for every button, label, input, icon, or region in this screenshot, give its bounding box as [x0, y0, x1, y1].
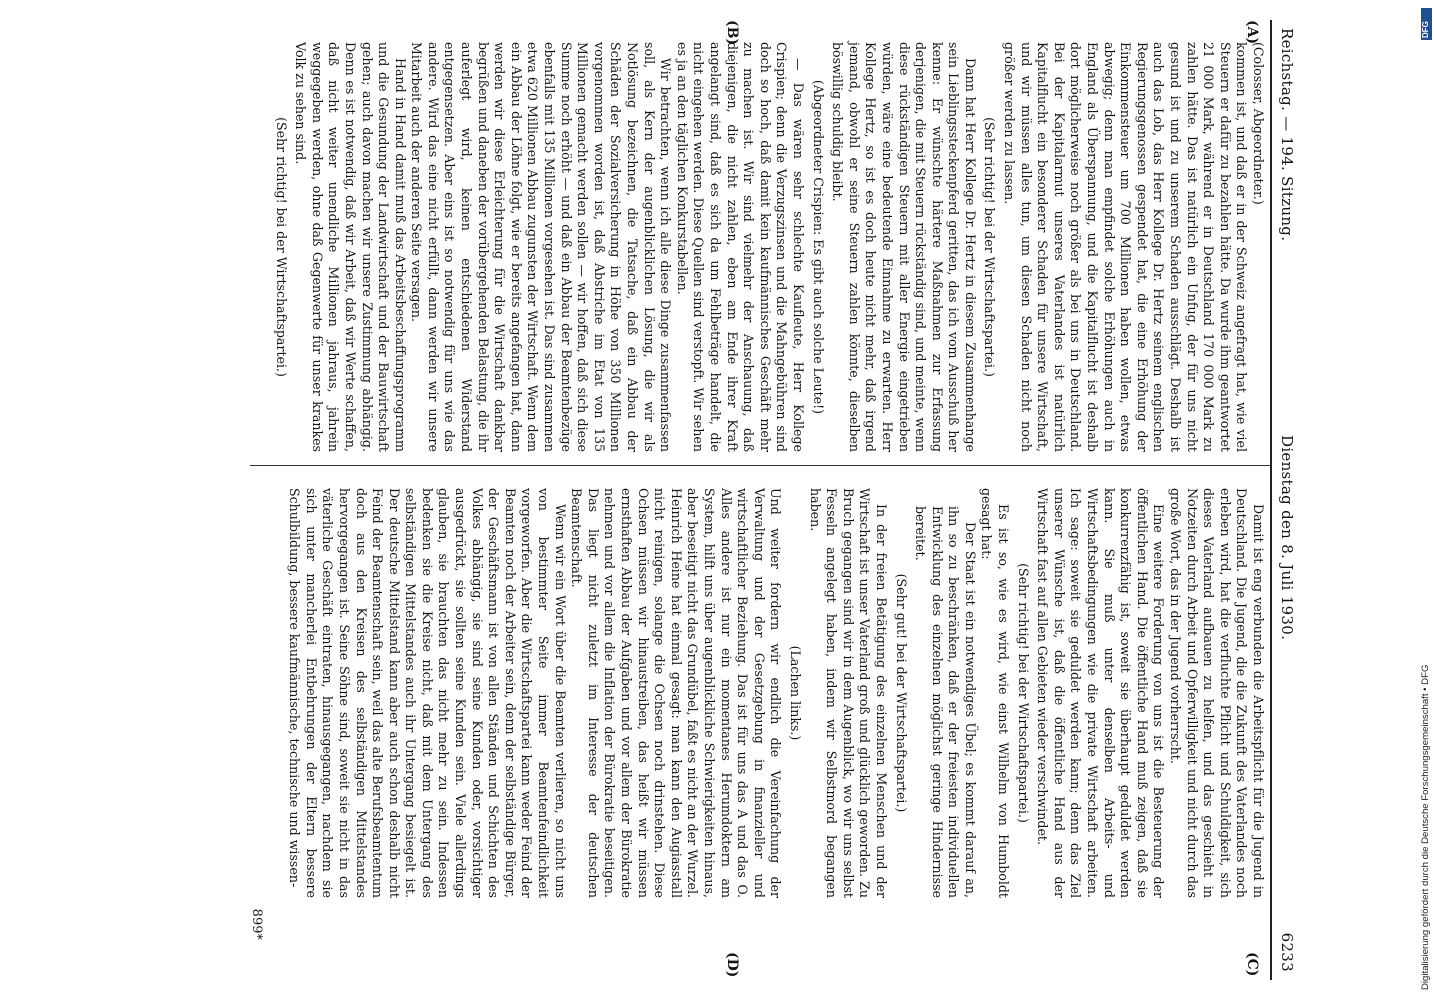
interjection: (Sehr richtig! bei der Wirtschaftspartei.) [1015, 563, 1031, 823]
paragraph: — Das wären sehr schlechte Kaufleute, Herr Kollege Crispien; denn die Verzugszinsen und die Mahngebühren sind doch so hoch, daß damit kein kaufmännisches Geschäft mehr zu machen ist. Wir sind vielmehr der Anschauung, daß diejenigen, die nicht zahlen, eben am Ende ihrer Kraft angelangt sind, daß es sich da um Fehlbeträge handelt, die nicht eingehen werden. Diese Quellen sind verstopft. Wir sehen es ja an den täglichen Konkurstabellen. [674, 42, 806, 452]
interjection: (Sehr richtig! bei der Wirtschaftspartei.) [273, 117, 289, 377]
interjection: (Sehr richtig! bei der Wirtschaftspartei.) [982, 117, 998, 377]
signature-mark: 899* [249, 908, 264, 940]
funding-note [1420, 380, 1434, 990]
paragraph: kommen ist, und daß er in der Schweiz angefragt hat, wie viel Steuern er dafür zu bezahlen hätte. Da wurde ihm geantwortet 21 000 Mark, während er in Deutschland 170 000 Mark zu zahlen hätte. Das ist natürlich ein Unfug, der für uns nicht gesund ist und zu unserem Schaden ausschlägt. Deshalb ist auch das Lob, das Herr Kollege Dr. Hertz seinem englischen Regierungsgenossen gespendet hat, die eine Erhöhung der Einkommensteuer um 700 Millionen haben wollen, etwas abwegig; denn man empfindet solche Erhöhungen auch in England als Überspannung, und die Kapitalflucht ist deshalb dort möglicherweise noch größer als bei uns in Deutschland. Bei der Kapitalarmut unseres Vaterlandes ist natürlich Kapitalflucht ein besonderer Schaden für unsere Wirtschaft, und wir müssen alles tun, um diesen Schaden nicht noch größer werden zu lassen. [1002, 42, 1250, 452]
paragraph: Wir betrachten, wenn ich alle diese Dinge zusammenfassen soll, als Kern der augenblicklichen Lösung, die wir als Notlösung bezeichnen, die Tatsache, daß ein Abbau der Schäden der Sozialversicherung in Höhe von 350 Millionen vorgenommen worden ist, daß Abstriche im Etat von 135 Millionen gemacht werden sollen — wir hoffen, daß sich diese Summe noch erhöht — und daß ein Abbau der Beamtenbezüge ebenfalls mit 135 Millionen vorgesehen ist. Das sind zusammen etwa 620 Millionen Abbau zugunsten der Wirtschaft. Wenn dem ein Abbau der Löhne folgt, wie er bereits angefangen hat, dann werden wir diese Erleichterung für die Wirtschaft dankbar begrüßen und daneben der vorübergehenden Belastung, die ihr auferlegt wird, keinen entschiedenen Widerstand entgegensetzen. Aber eins ist so notwendig für uns wie das andere. Wird das eine nicht erfüllt, dann werden wir unsere Mitarbeit auch der anderen Seite versagen. [409, 42, 674, 452]
paragraph: Es ist so, wie es wird, wie einst Wilhelm von Humboldt gesagt hat: [979, 488, 1012, 898]
funding-note-text: Digitalisierung gefördert durch die Deutsche Forschungsgemeinschaft • DFG [1420, 664, 1431, 990]
interjection: (Sehr gut! bei der Wirtschaftspartei.) [893, 573, 909, 813]
paragraph: In der freien Betätigung des einzelnen Menschen und der Wirtschaft ist unser Vaterland groß und glücklich geworden. Zu Bruch gegangen sind wir in dem Augenblick, wo wir uns selbst Fesseln angelegt haben, indem wir Selbstmord begangen haben. [807, 488, 889, 898]
interjection: (Lachen links.) [787, 645, 803, 741]
left-column [269, 42, 1266, 452]
column-divider [250, 465, 1270, 466]
margin-marker-c: (C) [1244, 952, 1260, 977]
quotation: Der Staat ist ein notwendiges Übel; es kommt darauf an, ihn so zu beschränken, daß er der freiesten individuellen Entwicklung des einzelnen möglichst geringe Hindernisse bereitet. [913, 506, 978, 898]
header-rule [1270, 20, 1272, 980]
paragraph: Damit ist eng verbunden die Arbeitspflicht für die Jugend in Deutschland. Die Jugend, die die Zukunft des Vaterlandes noch erleben wird, hat die verfluchte Pflicht und Schuldigkeit, sich dieses Vaterland aufbauen zu helfen, und das geschieht in Notzeiten durch Arbeit und Opferwilligkeit und nicht durch das große Wort, das in der Jugend vorherrscht. [1168, 488, 1266, 898]
margin-marker-b: (B) [724, 20, 740, 46]
margin-marker-d: (D) [724, 952, 740, 978]
rotated-page [0, 20, 1300, 980]
dfg-logo: DFG [1421, 8, 1432, 40]
header-session: Reichstag. — 194. Sitzung. [1278, 28, 1296, 242]
paragraph: Hand in Hand damit muß das Arbeitsbeschaffungsprogramm und die Gesundung der Landwirtschaft und der Bauwirtschaft gehen; auch davon machen wir unsere Zustimmung abhängig. Denn es ist notwendig, daß wir Arbeit, daß wir Werte schaffen, daß nicht weiter unendliche Millionen jahraus, jahrein weggegeben werden, ohne daß Gegenwerte für unser krankes Volk zu sehen sind. [293, 42, 408, 452]
paragraph: Und weiter fordern wir endlich die Vereinfachung der Verwaltung und der Gesetzgebung in finanzieller und wirtschaftlicher Beziehung. Das ist für uns das A und das O. Alles andere ist nur ein momentanes Herumdoktern am System, hilft uns über augenblickliche Schwierigkeiten hinaus, aber beseitigt nicht das Grundübel, faßt es nicht an der Wurzel. Heinrich Heine hat einmal gesagt: man kann den Augiasstall nicht reinigen, solange die Ochsen noch drinstehen. Diese Ochsen müssen wir hinaustreiben, das heißt wir müssen ernsthaften Abbau der Aufgaben und vor allem der Bürokratie nehmen und vor allem die Inflation der Bürokratie beseitigen. Das liegt nicht zuletzt im Interesse der deutschen Beamtenschaft. [569, 488, 784, 898]
right-column [286, 488, 1266, 898]
page-number: 6233 [1278, 932, 1296, 972]
paragraph: Dann hat Herr Kollege Dr. Hertz in diesem Zusammenhange sein Lieblingssteckenpferd geritten, das ich vom Ausschuß her kenne: Er wünschte härtere Maßnahmen zur Erfassung derjenigen, die mit Steuern rückständig sind, und meinte, wenn diese rückständigen Steuern mit aller Energie eingetrieben würden, wäre eine bedeutende Einnahme zu erwarten. Herr Kollege Hertz, so ist es doch heute nicht mehr, daß irgend jemand, obwohl er seine Steuern zahlen könnte, dieselben böswillig schuldig bleibt. [830, 42, 978, 452]
paragraph: Wenn wir ein Wort über die Beamten verlieren, so nicht uns von bestimmter Seite immer Beamtenfeindlichkeit vorgeworfen. Aber die Wirtschaftspartei kann weder Feind der Beamten noch der Arbeiter sein, denn der selbständige Bürger, der Geschäftsmann ist von allen Ständen und Schichten des Volkes abhängig, sie sind seine Kunden oder, vorsichtiger ausgedrückt, sie sollten seine Kunden sein. Viele allerdings glauben, sie brauchten das nicht mehr zu sein. Indessen bedenken sie die Kreise nicht, daß mit dem Untergang des selbständigen Mittelstandes auch ihr Untergang besiegelt ist. Der deutsche Mittelstand kann aber auch schon deshalb nicht Feind der Beamtenschaft sein, weil das alte Berufsbeamtentum doch aus den Kreisen des selbständigen Mittelstandes hervorgegangen ist. Seine Söhne sind, soweit sie nicht in das väterliche Geschäft eintraten, hinausgegangen, nachdem sie sich unter mancherlei Entbehrungen der Eltern bessere Schulbildung, bessere kaufmännische, technische und wissen- [287, 488, 568, 898]
margin-marker-a: (A) [1244, 20, 1260, 45]
page-header [1270, 20, 1300, 980]
header-date: Dienstag den 8. Juli 1930. [1278, 435, 1296, 641]
paragraph: Eine weitere Forderung von uns ist die Besteuerung der öffentlichen Hand. Die öffentliche Hand muß zeigen, daß sie konkurrenzfähig ist, soweit sie überhaupt geduldet werden kann. Sie muß unter denselben Arbeits- und Wirtschaftsbedingungen wie die private Wirtschaft arbeiten. Ich sage: soweit sie geduldet werden kann; denn das Ziel unserer Wünsche ist, daß die öffentliche Hand aus der Wirtschaft fast auf allen Gebieten wieder verschwindet. [1035, 488, 1167, 898]
interjection: (Abgeordneter Crispien: Es gibt auch solche Leute!) [810, 79, 826, 415]
speaker-line: (Colosser, Abgeordneter.) [1251, 42, 1266, 205]
